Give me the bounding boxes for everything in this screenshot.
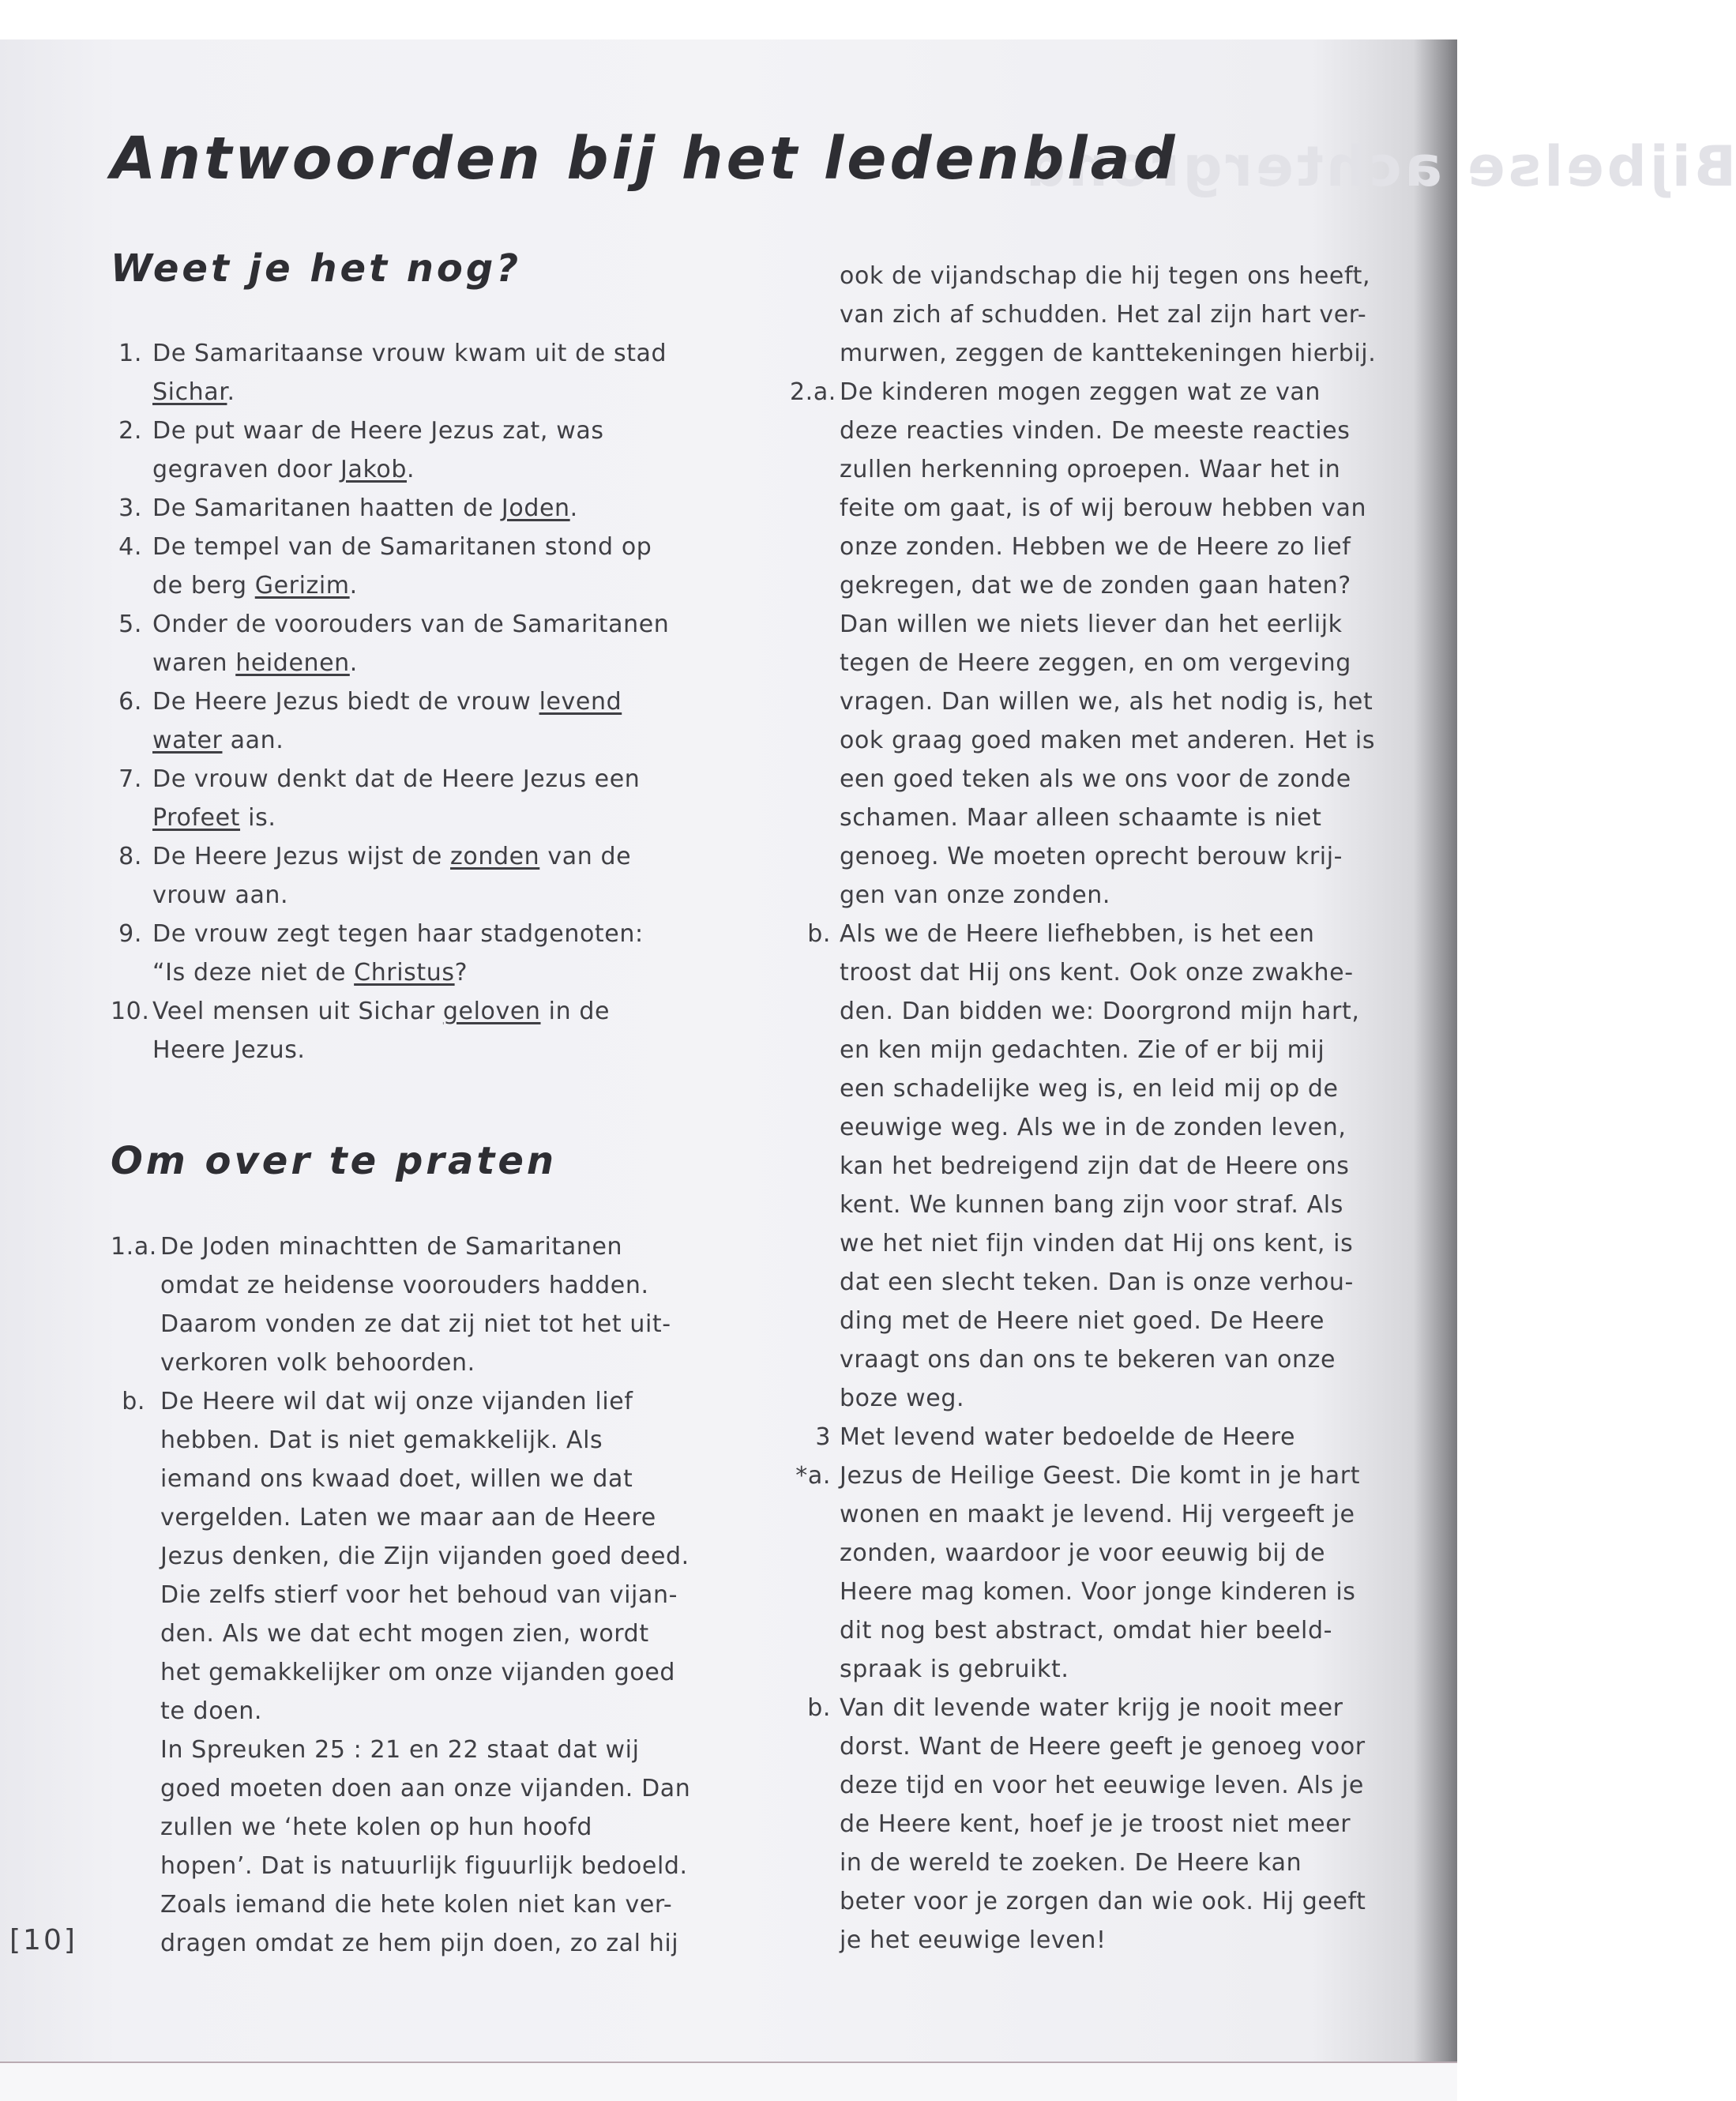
text-line <box>840 1921 1378 1960</box>
text-line <box>152 334 695 373</box>
text-segment: ook graag goed maken met anderen. Het is <box>840 727 1376 754</box>
text-segment: iemand ons kwaad doet, willen we dat <box>160 1465 633 1493</box>
text-line <box>152 373 695 412</box>
text-line <box>840 1844 1378 1882</box>
text-line <box>840 450 1378 489</box>
text-segment: een goed teken als we ons voor de zonde <box>840 765 1351 793</box>
text-segment: zonden, waardoor je voor eeuwig bij de <box>840 1539 1326 1567</box>
text-line <box>152 915 695 953</box>
text-segment: van de <box>539 843 632 870</box>
text-line <box>840 373 1378 412</box>
text-line <box>840 915 1378 953</box>
text-segment: vraagt ons dan ons te bekeren van onze <box>840 1346 1336 1374</box>
text-line <box>840 760 1378 799</box>
section-heading-weet-je-het-nog: Weet je het nog? <box>111 246 522 291</box>
text-line <box>160 1614 695 1653</box>
text-segment: ding met de Heere niet goed. De Heere <box>840 1307 1325 1335</box>
text-line <box>840 528 1378 566</box>
answer-item <box>790 1689 1378 1960</box>
text-line <box>840 1224 1378 1263</box>
text-line <box>152 412 695 450</box>
text-line <box>152 682 695 721</box>
answer-number: 1. <box>118 340 142 367</box>
text-line <box>152 644 695 682</box>
text-segment: vrouw aan. <box>152 881 289 909</box>
text-segment: troost dat Hij ons kent. Ook onze zwakhe- <box>840 959 1354 987</box>
text-line <box>152 992 695 1031</box>
text-segment: den. Als we dat echt mogen zien, wordt <box>160 1620 649 1648</box>
text-line <box>160 1653 695 1692</box>
answer-number: 2. <box>118 417 142 445</box>
text-line <box>840 1650 1378 1689</box>
underlined-answer: heidenen <box>235 649 350 677</box>
text-line <box>152 760 695 799</box>
text-segment: “Is deze niet de <box>152 959 355 987</box>
text-segment: . <box>406 456 415 483</box>
underlined-answer: zonden <box>450 843 540 870</box>
text-line <box>840 992 1378 1031</box>
section-heading-om-over-te-praten: Om over te praten <box>111 1139 558 1183</box>
text-segment: kent. We kunnen bang zijn voor straf. Als <box>840 1191 1343 1219</box>
text-line <box>160 1576 695 1614</box>
text-segment: hopen’. Dat is natuurlijk figuurlijk bedoeld. <box>160 1852 688 1880</box>
text-line <box>160 1382 695 1421</box>
text-segment: vragen. Dan willen we, als het nodig is, het <box>840 688 1373 716</box>
answer-item <box>111 489 695 528</box>
text-segment: beter voor je zorgen dan wie ook. Hij geeft <box>840 1888 1366 1915</box>
text-line <box>840 1108 1378 1147</box>
text-line <box>840 1805 1378 1844</box>
answer-number: 4. <box>118 533 142 561</box>
text-segment: spraak is gebruikt. <box>840 1656 1069 1683</box>
text-line <box>840 1766 1378 1805</box>
text-segment: gegraven door <box>152 456 341 483</box>
answer-number: 8. <box>118 843 142 870</box>
answer-item <box>790 915 1378 1418</box>
text-line <box>840 412 1378 450</box>
text-line <box>840 1418 1378 1456</box>
answer-number: 10. <box>111 998 150 1025</box>
answer-item <box>111 334 695 412</box>
text-line <box>840 566 1378 605</box>
answer-item <box>111 605 695 682</box>
answer-number: 3. <box>118 494 142 522</box>
text-line <box>152 566 695 605</box>
page-title: Antwoorden bij het ledenblad <box>111 125 1178 193</box>
answer-item <box>111 992 695 1069</box>
text-line <box>160 1731 695 1769</box>
text-segment: . <box>349 649 358 677</box>
text-segment: . <box>349 572 358 599</box>
text-segment: deze reacties vinden. De meeste reacties <box>840 417 1351 445</box>
text-segment: Jezus de Heilige Geest. Die komt in je hart <box>840 1462 1361 1490</box>
text-line <box>152 528 695 566</box>
text-line <box>160 1421 695 1460</box>
text-segment: eeuwige weg. Als we in de zonden leven, <box>840 1114 1347 1141</box>
text-segment: deze tijd en voor het eeuwige leven. Als je <box>840 1772 1364 1799</box>
text-line <box>840 1263 1378 1302</box>
text-segment: tegen de Heere zeggen, en om vergeving <box>840 649 1351 677</box>
page-bottom-edge <box>0 2062 1457 2101</box>
text-line <box>160 1885 695 1924</box>
text-segment: . <box>227 378 235 406</box>
text-segment: we het niet fijn vinden dat Hij ons kent, is <box>840 1230 1354 1257</box>
text-line <box>840 1186 1378 1224</box>
text-segment: is. <box>240 804 276 832</box>
text-line <box>160 1344 695 1382</box>
text-segment: in de <box>540 998 611 1025</box>
text-line <box>160 1769 695 1808</box>
page-number: [10] <box>9 1924 77 1956</box>
text-segment: genoeg. We moeten oprecht berouw krij- <box>840 843 1343 870</box>
text-segment: te doen. <box>160 1697 262 1725</box>
text-segment: De vrouw denkt dat de Heere Jezus een <box>152 765 641 793</box>
text-segment: de berg <box>152 572 255 599</box>
underlined-answer: Joden <box>501 494 570 522</box>
text-line <box>160 1460 695 1498</box>
text-line <box>152 489 695 528</box>
text-segment: hebben. Dat is niet gemakkelijk. Als <box>160 1426 603 1454</box>
text-segment: De Heere Jezus biedt de vrouw <box>152 688 539 716</box>
text-segment: in de wereld te zoeken. De Heere kan <box>840 1849 1302 1877</box>
text-segment: ook de vijandschap die hij tegen ons heeft, <box>840 262 1371 290</box>
answer-number: b. <box>807 1694 831 1722</box>
underlined-answer: Jakob <box>340 456 407 483</box>
answer-number: 5. <box>118 611 142 638</box>
discussion-answers-right <box>790 257 1378 1960</box>
text-line <box>840 1689 1378 1727</box>
text-segment: het gemakkelijker om onze vijanden goed <box>160 1659 676 1686</box>
text-segment: een schadelijke weg is, en leid mij op de <box>840 1075 1339 1103</box>
text-segment: Als we de Heere liefhebben, is het een <box>840 920 1315 948</box>
text-line <box>152 953 695 992</box>
text-segment: aan. <box>222 727 284 754</box>
text-segment: Van dit levende water krijg je nooit meer <box>840 1694 1343 1722</box>
text-segment: je het eeuwige leven! <box>840 1926 1107 1954</box>
text-line <box>840 1031 1378 1069</box>
text-segment: De Samaritaanse vrouw kwam uit de stad <box>152 340 667 367</box>
text-segment: kan het bedreigend zijn dat de Heere ons <box>840 1152 1350 1180</box>
text-segment: De put waar de Heere Jezus zat, was <box>152 417 604 445</box>
answer-item <box>111 837 695 915</box>
discussion-answers-left <box>111 1227 695 1963</box>
text-segment: wonen en maakt je levend. Hij vergeeft je <box>840 1501 1355 1528</box>
text-line <box>840 1456 1378 1495</box>
text-segment: vergelden. Laten we maar aan de Heere <box>160 1504 656 1532</box>
text-line <box>160 1305 695 1344</box>
text-line <box>840 876 1378 915</box>
text-segment: de Heere kent, hoef je je troost niet meer <box>840 1810 1351 1838</box>
answer-number: 1.a. <box>111 1233 157 1261</box>
text-segment: Dan willen we niets liever dan het eerlijk <box>840 611 1343 638</box>
answer-item <box>111 915 695 992</box>
text-segment: In Spreuken 25 : 21 en 22 staat dat wij <box>160 1736 640 1764</box>
underlined-answer: water <box>152 727 223 754</box>
text-line <box>840 1069 1378 1108</box>
text-line <box>160 1847 695 1885</box>
underlined-answer: Gerizim <box>254 572 350 599</box>
text-segment: Onder de voorouders van de Samaritanen <box>152 611 670 638</box>
text-segment: De Heere Jezus wijst de <box>152 843 451 870</box>
text-line <box>160 1924 695 1963</box>
text-line <box>840 1534 1378 1573</box>
text-segment: murwen, zeggen de kanttekeningen hierbij. <box>840 340 1377 367</box>
text-segment: . <box>569 494 578 522</box>
underlined-answer: geloven <box>442 998 541 1025</box>
text-segment: dit nog best abstract, omdat hier beeld- <box>840 1617 1333 1644</box>
quiz-answers-list <box>111 334 695 1069</box>
text-segment: onze zonden. Hebben we de Heere zo lief <box>840 533 1351 561</box>
text-segment: Jezus denken, die Zijn vijanden goed deed. <box>160 1543 690 1570</box>
text-segment: Heere Jezus. <box>152 1036 306 1064</box>
answer-item <box>111 528 695 605</box>
text-line <box>160 1498 695 1537</box>
text-line <box>160 1692 695 1731</box>
answer-number: 9. <box>118 920 142 948</box>
text-line <box>840 837 1378 876</box>
text-line <box>840 1340 1378 1379</box>
text-line <box>160 1227 695 1266</box>
text-segment: Heere mag komen. Voor jonge kinderen is <box>840 1578 1356 1606</box>
text-line <box>152 876 695 915</box>
answer-item <box>790 373 1378 915</box>
text-line <box>160 1266 695 1305</box>
text-segment: ? <box>454 959 468 987</box>
text-segment: verkoren volk behoorden. <box>160 1349 475 1377</box>
text-line <box>840 1727 1378 1766</box>
text-segment: gekregen, dat we de zonden gaan haten? <box>840 572 1351 599</box>
text-line <box>840 1379 1378 1418</box>
text-segment: dorst. Want de Heere geeft je genoeg voor <box>840 1733 1366 1761</box>
text-line <box>840 295 1378 334</box>
text-segment: De vrouw zegt tegen haar stadgenoten: <box>152 920 644 948</box>
text-line <box>840 1495 1378 1534</box>
text-line <box>840 799 1378 837</box>
text-line <box>840 721 1378 760</box>
text-segment: De kinderen mogen zeggen wat ze van <box>840 378 1321 406</box>
text-segment: feite om gaat, is of wij berouw hebben van <box>840 494 1367 522</box>
text-line <box>840 334 1378 373</box>
text-line <box>152 837 695 876</box>
text-line <box>152 450 695 489</box>
text-line <box>840 257 1378 295</box>
text-line <box>840 1611 1378 1650</box>
text-line <box>840 1147 1378 1186</box>
text-line <box>840 953 1378 992</box>
text-line <box>160 1808 695 1847</box>
text-segment: boze weg. <box>840 1385 965 1412</box>
text-segment: gen van onze zonden. <box>840 881 1111 909</box>
answer-number: 7. <box>118 765 142 793</box>
text-line <box>840 1882 1378 1921</box>
show-through-heading: Bijbelse achtergrond <box>1023 134 1736 199</box>
text-segment: den. Dan bidden we: Doorgrond mijn hart, <box>840 998 1360 1025</box>
answer-item <box>790 1418 1378 1689</box>
text-line <box>840 605 1378 644</box>
text-line <box>840 1302 1378 1340</box>
answer-item <box>111 412 695 489</box>
text-segment: Veel mensen uit Sichar <box>152 998 443 1025</box>
answer-item <box>111 1227 695 1382</box>
text-line <box>840 1573 1378 1611</box>
text-segment: Zoals iemand die hete kolen niet kan ver- <box>160 1891 673 1919</box>
answer-item <box>790 257 1378 373</box>
text-line <box>160 1537 695 1576</box>
text-line <box>840 644 1378 682</box>
text-segment: Daarom vonden ze dat zij niet tot het uit- <box>160 1310 671 1338</box>
text-segment: De Joden minachtten de Samaritanen <box>160 1233 623 1261</box>
underlined-answer: Sichar <box>152 378 227 406</box>
text-segment: schamen. Maar alleen schaamte is niet <box>840 804 1322 832</box>
text-segment: omdat ze heidense voorouders hadden. <box>160 1272 649 1299</box>
text-segment: waren <box>152 649 236 677</box>
text-segment: en ken mijn gedachten. Zie of er bij mij <box>840 1036 1325 1064</box>
text-segment: De tempel van de Samaritanen stond op <box>152 533 652 561</box>
underlined-answer: Profeet <box>152 804 241 832</box>
text-line <box>152 1031 695 1069</box>
text-segment: goed moeten doen aan onze vijanden. Dan <box>160 1775 691 1802</box>
text-segment: zullen herkenning oproepen. Waar het in <box>840 456 1341 483</box>
text-line <box>152 605 695 644</box>
answer-number: 2.a. <box>790 378 836 406</box>
answer-number: 3 *a. <box>795 1423 831 1490</box>
text-segment: dat een slecht teken. Dan is onze verhou- <box>840 1268 1354 1296</box>
answer-number: 6. <box>118 688 142 716</box>
answer-number: b. <box>807 920 831 948</box>
underlined-answer: Christus <box>354 959 455 987</box>
text-line <box>840 489 1378 528</box>
text-segment: van zich af schudden. Het zal zijn hart ver- <box>840 301 1367 329</box>
text-segment: Die zelfs stierf voor het behoud van vijan- <box>160 1581 678 1609</box>
text-segment: De Heere wil dat wij onze vijanden lief <box>160 1388 633 1415</box>
text-segment: dragen omdat ze hem pijn doen, zo zal hij <box>160 1930 679 1957</box>
answer-number: b. <box>122 1388 145 1415</box>
text-segment: Met levend water bedoelde de Heere <box>840 1423 1296 1451</box>
text-line <box>152 799 695 837</box>
text-line <box>840 682 1378 721</box>
text-segment: zullen we ‘hete kolen op hun hoofd <box>160 1813 592 1841</box>
underlined-answer: levend <box>539 688 622 716</box>
answer-item <box>111 1382 695 1963</box>
answer-item <box>111 760 695 837</box>
answer-item <box>111 682 695 760</box>
text-segment: De Samaritanen haatten de <box>152 494 502 522</box>
text-line <box>152 721 695 760</box>
